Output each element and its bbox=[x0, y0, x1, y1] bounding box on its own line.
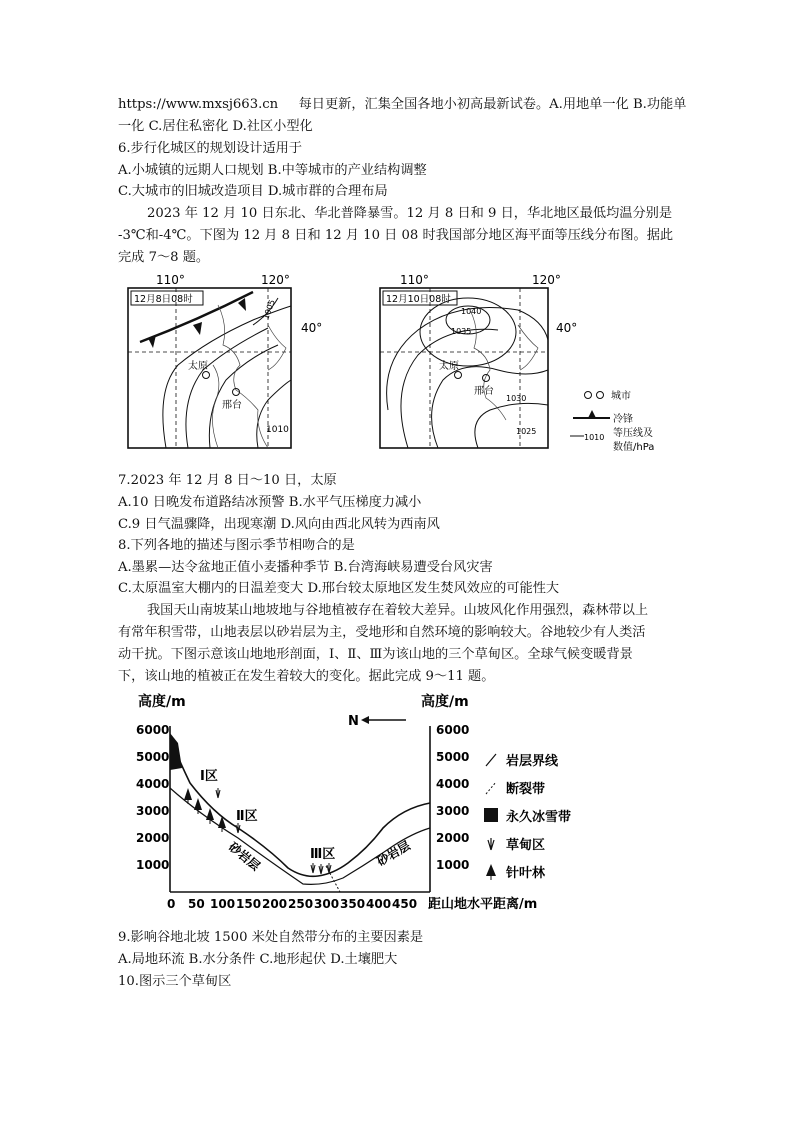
passage2-line3: 动干扰。下图示意该山地地形剖面，Ⅰ、Ⅱ、Ⅲ为该山地的三个草甸区。全球气候变暖背景 bbox=[118, 647, 633, 662]
map-right-isobar-1030: 1030 bbox=[506, 394, 527, 403]
y-tick-right-6000: 6000 bbox=[436, 723, 470, 737]
passage1-line1: 2023 年 12 月 10 日东北、华北普降暴雪。12 月 8 日和 9 日，华北地区最低均温分别是 bbox=[147, 206, 673, 221]
zone-3-label: Ⅲ区 bbox=[310, 847, 336, 862]
q7-options-2: C.9 日气温骤降，出现寒潮 D.风向由西北风转为西南风 bbox=[118, 517, 440, 532]
map-right-city2: 邢台 bbox=[474, 386, 494, 397]
y-tick-right-3000: 3000 bbox=[436, 804, 470, 818]
map-right-date: 12月10日08时 bbox=[386, 294, 451, 305]
passage2-line2: 有常年积雪带，山地表层以砂岩层为主，受地形和自然环境的影响较大。谷地较少有人类活 bbox=[118, 625, 646, 640]
conifer-markers bbox=[184, 788, 226, 832]
q7-stem: 7.2023 年 12 月 8 日～10 日，太原 bbox=[118, 473, 337, 488]
passage1-line3: 完成 7～8 题。 bbox=[118, 250, 210, 265]
cold-front-triangle-2 bbox=[193, 322, 202, 335]
ice-block bbox=[170, 733, 182, 770]
map-left-date: 12月8日08时 bbox=[134, 294, 193, 305]
q10-stem: 10.图示三个草甸区 bbox=[118, 974, 232, 989]
q6-options-1: A.小城镇的远期人口规划 B.中等城市的产业结构调整 bbox=[118, 163, 427, 178]
legend-conifer: 针叶林 bbox=[506, 866, 546, 881]
zone-1-label: Ⅰ区 bbox=[200, 769, 218, 784]
header-line bbox=[118, 96, 686, 114]
q9-stem: 9.影响谷地北坡 1500 米处自然带分布的主要因素是 bbox=[118, 930, 424, 945]
north-label: N bbox=[348, 714, 359, 729]
q6-stem: 6.步行化城区的规划设计适用于 bbox=[118, 141, 303, 156]
passage1-line2: -3℃和-4℃。下图为 12 月 8 日和 12 月 10 日 08 时我国部分地区海平面等压线分布图。据此 bbox=[118, 228, 674, 243]
q5-options-part2: 一化 C.居住私密化 D.社区小型化 bbox=[118, 119, 313, 134]
y-tick-right-4000: 4000 bbox=[436, 777, 470, 791]
map-right-city1: 太原 bbox=[439, 361, 459, 372]
legend-isobar-line1: 等压线及 bbox=[613, 428, 653, 439]
map-left-isobar-1010: 1010 bbox=[266, 425, 289, 435]
north-arrow bbox=[361, 716, 369, 724]
q8-options-1: A.墨累—达令盆地正值小麦播种季节 B.台湾海峡易遭受台风灾害 bbox=[118, 560, 493, 575]
y-tick-right-5000: 5000 bbox=[436, 750, 470, 764]
map-left-isobar-1005: 1005 bbox=[261, 298, 277, 321]
map-left-city2: 邢台 bbox=[222, 400, 242, 411]
map-right-lon2: 120° bbox=[532, 273, 561, 287]
map-left bbox=[128, 273, 322, 448]
map-left-taiyuan-dot bbox=[203, 372, 210, 379]
q8-options-2: C.太原温室大棚内的日温差变大 D.邢台较太原地区发生焚风效应的可能性大 bbox=[118, 581, 560, 596]
q9-options: A.局地环流 B.水分条件 C.地形起伏 D.土壤肥大 bbox=[118, 952, 398, 967]
y-tick-left-4000: 4000 bbox=[136, 777, 170, 791]
y-tick-left-3000: 3000 bbox=[136, 804, 170, 818]
terrain-profile-figure bbox=[118, 688, 598, 920]
legend-isobar-line2: 数值/hPa bbox=[613, 442, 655, 453]
profile-legend bbox=[484, 753, 571, 881]
isobar-maps-figure bbox=[118, 270, 678, 455]
map-legend bbox=[570, 389, 654, 453]
x-tick-350: 350 bbox=[340, 897, 366, 911]
strata-boundary bbox=[170, 788, 430, 884]
q8-stem: 8.下列各地的描述与图示季节相吻合的是 bbox=[118, 538, 355, 553]
legend-ice: 永久冰雪带 bbox=[506, 810, 572, 825]
y-tick-left-5000: 5000 bbox=[136, 750, 170, 764]
zone-2-label: Ⅱ区 bbox=[236, 809, 258, 824]
map-right-isobar-1025: 1025 bbox=[516, 427, 537, 436]
q7-options-1: A.10 日晚发布道路结冰预警 B.水平气压梯度力减小 bbox=[118, 495, 422, 510]
profile-y-label-right: 高度/m bbox=[421, 694, 469, 710]
map-right-lat: 40° bbox=[556, 321, 578, 335]
x-tick-250: 250 bbox=[288, 897, 314, 911]
sandstone-label-right: 砂岩层 bbox=[374, 838, 413, 869]
profile-x-label: 距山地水平距离/m bbox=[428, 897, 538, 912]
x-tick-100: 100 bbox=[210, 897, 236, 911]
legend-city: 城市 bbox=[611, 391, 631, 402]
map-right bbox=[380, 273, 577, 448]
map-left-lon1: 110° bbox=[156, 273, 185, 287]
x-tick-300: 300 bbox=[314, 897, 340, 911]
q6-options-2: C.大城市的旧城改造项目 D.城市群的合理布局 bbox=[118, 184, 388, 199]
x-tick-400: 400 bbox=[366, 897, 392, 911]
profile-y-label-left: 高度/m bbox=[138, 694, 186, 710]
map-left-lat: 40° bbox=[301, 321, 323, 335]
legend-meadow: 草甸区 bbox=[506, 838, 546, 853]
map-right-lon1: 110° bbox=[400, 273, 429, 287]
y-tick-left-6000: 6000 bbox=[136, 723, 170, 737]
cold-front-triangle-1 bbox=[148, 335, 156, 348]
y-tick-left-2000: 2000 bbox=[136, 831, 170, 845]
y-tick-right-1000: 1000 bbox=[436, 858, 470, 872]
map-left-lon2: 120° bbox=[261, 273, 290, 287]
legend-strata: 岩层界线 bbox=[506, 754, 559, 769]
map-right-isobar-1035: 1035 bbox=[451, 327, 472, 336]
map-left-city1: 太原 bbox=[188, 361, 208, 372]
passage2-line1: 我国天山南坡某山地坡地与谷地植被存在着较大差异。山坡风化作用强烈，森林带以上 bbox=[147, 603, 649, 618]
source-url[interactable]: https://www.mxsj663.cn bbox=[118, 97, 279, 112]
profile-x-ticks bbox=[167, 897, 417, 911]
x-tick-50: 50 bbox=[188, 897, 205, 911]
x-tick-200: 200 bbox=[262, 897, 288, 911]
sandstone-label-left: 砂岩层 bbox=[226, 839, 263, 874]
y-tick-left-1000: 1000 bbox=[136, 858, 170, 872]
legend-front: 冷锋 bbox=[613, 414, 633, 425]
header-slogan: 每日更新，汇集全国各地小初高最新试卷。 bbox=[298, 97, 550, 112]
legend-isobar-value: 1010 bbox=[584, 433, 605, 442]
passage2-line4: 下，该山地的植被正在发生着较大的变化。据此完成 9～11 题。 bbox=[118, 669, 495, 684]
x-tick-450: 450 bbox=[392, 897, 418, 911]
map-right-taiyuan-dot bbox=[455, 372, 462, 379]
q5-options-part1: A.用地单一化 B.功能单 bbox=[549, 97, 687, 112]
x-tick-150: 150 bbox=[236, 897, 262, 911]
map-right-isobar-1040: 1040 bbox=[461, 307, 482, 316]
legend-fault: 断裂带 bbox=[506, 782, 546, 797]
x-tick-0: 0 bbox=[167, 897, 176, 911]
y-tick-right-2000: 2000 bbox=[436, 831, 470, 845]
